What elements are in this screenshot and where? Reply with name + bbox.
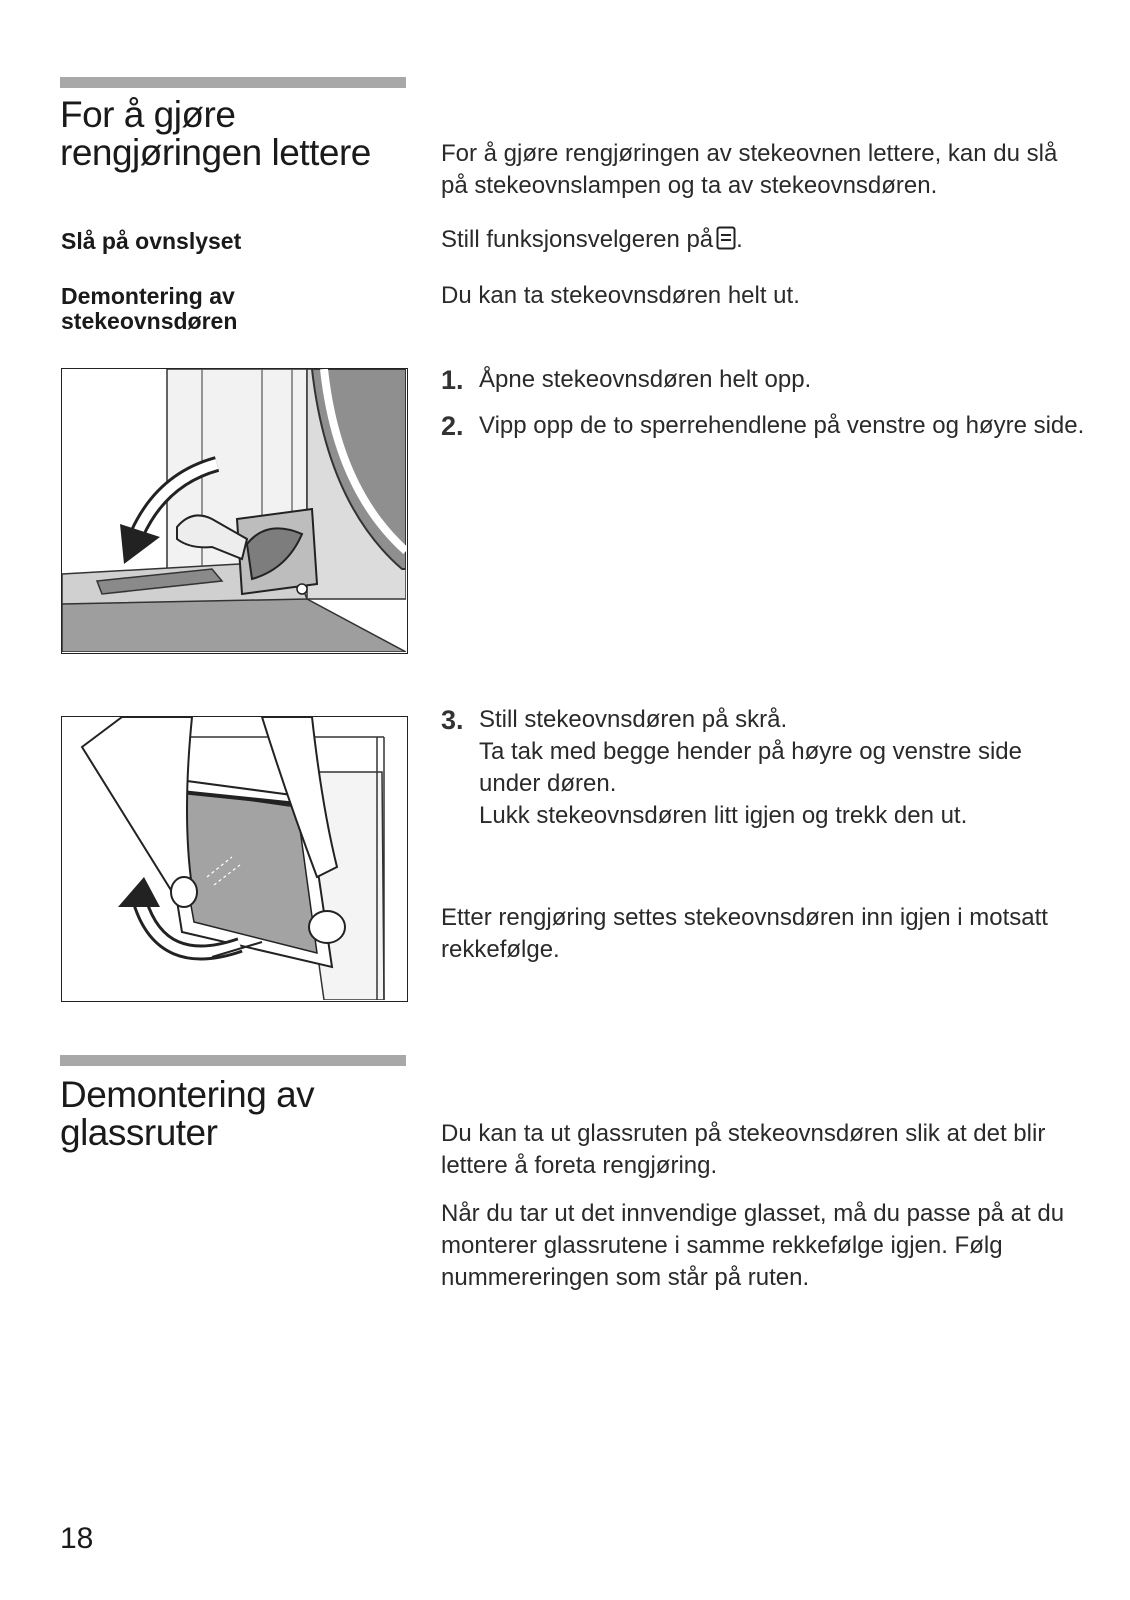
hinge-lever-illustration — [61, 368, 408, 654]
subheading-door-removal-line-2: stekeovnsdøren — [61, 308, 238, 334]
step-text-2: Vipp opp de to sperrehendlene på venstre og høyre side. — [479, 412, 1085, 439]
step-text-3-line-3: Lukk stekeovnsdøren litt igjen og trekk den ut. — [479, 802, 968, 829]
subheading-door-removal — [61, 284, 237, 334]
step-text-3-line-2: Ta tak med begge hender på høyre og venstre side under døren. — [479, 738, 1022, 797]
remove-door-illustration — [61, 716, 408, 1002]
section-heading-2-line-1: Demontering av — [60, 1074, 315, 1115]
section-divider-bar — [60, 77, 406, 88]
intro-paragraph: For å gjøre rengjøringen av stekeovnen lettere, kan du slå på stekeovnslampen og ta av stekeovnsdøren. — [441, 140, 1058, 199]
step-number-1: 1. — [441, 365, 464, 395]
subheading-door-removal-line-1: Demontering av — [61, 283, 235, 309]
reassembly-text: Etter rengjøring settes stekeovnsdøren inn igjen i motsatt rekkefølge. — [441, 904, 1048, 963]
section-heading-line-2: rengjøringen lettere — [60, 132, 371, 173]
glass-removal-paragraph-1: Du kan ta ut glassruten på stekeovnsdøren slik at det blir lettere å foreta rengjøring. — [441, 1120, 1046, 1179]
oven-lamp-icon — [716, 226, 736, 259]
oven-light-text: Still funksjonsvelgeren på — [441, 226, 714, 253]
oven-light-instruction — [441, 224, 1081, 259]
step-text-3-line-1: Still stekeovnsdøren på skrå. — [479, 706, 788, 733]
section-heading-line-1: For å gjøre — [60, 94, 236, 135]
section-heading — [60, 96, 371, 172]
door-removal-text: Du kan ta stekeovnsdøren helt ut. — [441, 282, 800, 309]
glass-removal-paragraph-2: Når du tar ut det innvendige glasset, må du passe på at du monterer glassrutene i samme rekkefølge igjen. Følg nummereringen som står på ruten. — [441, 1200, 1065, 1291]
step-text-1: Åpne stekeovnsdøren helt opp. — [479, 366, 812, 393]
subheading-oven-light: Slå på ovnslyset — [61, 228, 242, 254]
section-divider-bar-2 — [60, 1055, 406, 1066]
page-number: 18 — [60, 1522, 94, 1555]
step-number-2: 2. — [441, 411, 464, 441]
oven-light-suffix: . — [736, 226, 743, 253]
section-heading-2-line-2: glassruter — [60, 1112, 218, 1153]
section-heading-2 — [60, 1076, 314, 1152]
step-number-3: 3. — [441, 705, 464, 735]
